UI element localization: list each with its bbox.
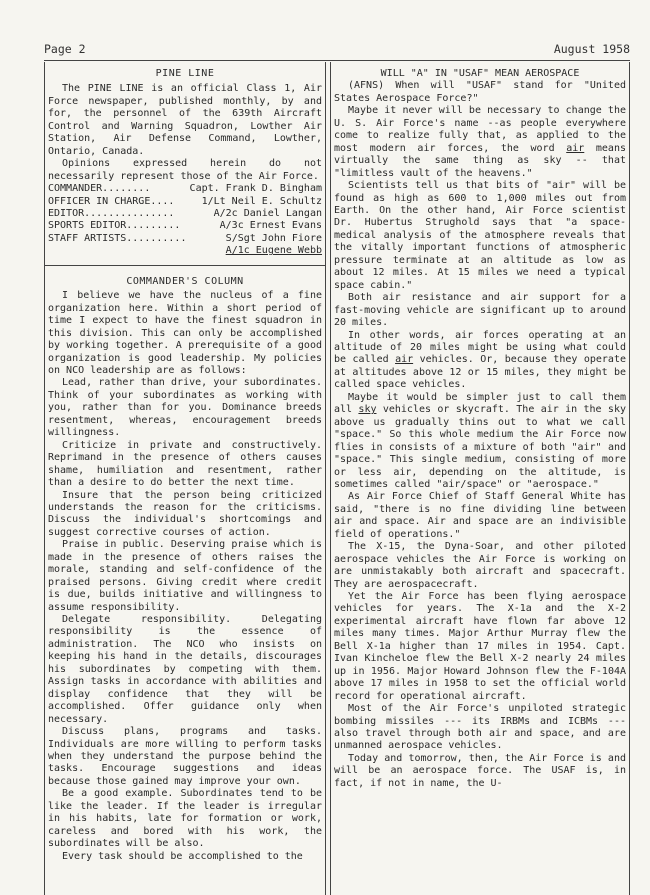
- article-paragraph: As Air Force Chief of Staff General White has said, "there is no fine dividing line between air and space. Air and space are an indivisible field of operations.": [334, 491, 626, 540]
- text-run: Maybe it never will be necessary to change the U. S. Air Force's name --as people everywhere come to realize fully that, as applied to the most modern air forces, the word: [334, 105, 626, 154]
- staff-row: [48, 233, 322, 245]
- column-paragraph: Lead, rather than drive, your subordinates. Think of your subordinates as working with you, rather than for you. Dominance breeds resentment, whereas, encouragement breeds willingness.: [48, 377, 322, 439]
- masthead-title: PINE LINE: [155, 68, 215, 79]
- text-run: In other words, air forces operating at an altitude of 20 miles might be using what could be called: [334, 329, 626, 366]
- staff-name: A/2c Daniel Langan: [213, 207, 322, 219]
- text-run: vehicles. Or, because they operate at altitudes above 12 or 15 miles, they might be called space vehicles.: [334, 354, 626, 391]
- masthead-intro: The PINE LINE is an official Class 1, Air Force newspaper, published monthly, by and for, the personnel of the 639th Aircraft Control and Warning Squadron, Lowther Air Station, Air Defense Command, Lowther, Ontario, Canada.: [48, 83, 322, 157]
- underlined-word: sky: [358, 404, 377, 416]
- staff-name: A/3c Ernest Evans: [219, 220, 322, 232]
- right-column: [330, 62, 630, 895]
- underlined-word: air: [395, 354, 414, 366]
- article-paragraph: The X-15, the Dyna-Soar, and other piloted aerospace vehicles the Air Force is working on are unmistakably both aircraft and spacecraft. They are aerospacecraft.: [334, 541, 626, 590]
- column-paragraph: Be a good example. Subordinates tend to be like the leader. If the leader is irregular in his habits, late for formation or work, careless and bored with his work, the subordinates will be also.: [48, 788, 322, 850]
- staff-name: 1/Lt Neil E. Schultz: [201, 195, 322, 207]
- staff-role: SPORTS EDITOR.........: [48, 220, 181, 232]
- column-paragraph: Delegate responsibility. Delegating responsibility is the essence of administration. The NCO who insists on keeping his hand in the details, discourages his subordinates by competing with them. Assign tasks in accordance with abilities and display confidence that they will be accomplished. Offer guidance only when necessary.: [48, 614, 322, 725]
- left-column: [44, 62, 326, 895]
- staff-row: [48, 183, 322, 195]
- article-title: WILL "A" IN "USAF" MEAN AEROSPACE: [380, 68, 580, 79]
- staff-role: STAFF ARTISTS..........: [48, 232, 187, 244]
- staff-row: [48, 208, 322, 220]
- article-paragraph: Most of the Air Force's unpiloted strategic bombing missiles --- its IRBMs and ICBMs --- also travel through both air and space, and are unmanned aerospace vehicles.: [334, 703, 626, 752]
- article-paragraph: Today and tomorrow, then, the Air Force is and will be an aerospace force. The USAF is, in fact, if not in name, the U-: [334, 752, 626, 789]
- article-paragraph: [334, 105, 626, 180]
- text-run: means virtually the same thing as sky -- that "limitless vault of the heavens.": [334, 142, 626, 179]
- article-paragraph: Both air resistance and air support for a fast-moving vehicle are significant up to around 20 miles.: [334, 292, 626, 329]
- column-paragraph: Insure that the person being criticized understands the reason for the criticisms. Discuss the individual's shortcomings and suggest corrective courses of action.: [48, 489, 322, 538]
- column-title: COMMANDER'S COLUMN: [126, 275, 244, 287]
- column-paragraph: I believe we have the nucleus of a fine organization here. Within a short period of time I expect to have the finest squadron in this division. This can only be accomplished by working together. A prerequisite of a good organization is good leadership. My policies on NCO leadership are as follows:: [48, 290, 322, 376]
- staff-role: COMMANDER........: [48, 183, 151, 195]
- staff-name: Capt. Frank D. Bingham: [189, 183, 322, 195]
- column-paragraph: Criticize in private and constructively. Reprimand in the presence of others causes shame, humiliation and resentment, rather than a desire to do better the next time.: [48, 439, 322, 489]
- staff-role: OFFICER IN CHARGE....: [48, 195, 175, 207]
- staff-name-extra: A/1c Eugene Webb: [225, 245, 322, 257]
- staff-role: EDITOR...............: [48, 207, 175, 219]
- article-paragraph: Yet the Air Force has been flying aerospace vehicles for years. The X-1a and the X-2 experimental aircraft have flown far above 12 miles many times. Major Arthur Murray flew the Bell X-1a higher than 17 miles in 1954. Capt. Ivan Kincheloe flew the Bell X-2 nearly 24 miles up in 1956. Major Howard Johnson flew the F-104A above 17 miles in 1958 to set the official world record for operational aircraft.: [334, 591, 626, 702]
- text-run: Maybe it would be simpler just to call them all: [334, 391, 626, 416]
- column-paragraph: Discuss plans, programs and tasks. Individuals are more willing to perform tasks when they understand the purpose behind the tasks. Encourage suggestions and ideas because those gained may improve your own.: [48, 726, 322, 787]
- article-paragraph: [334, 392, 626, 492]
- issue-date: August 1958: [553, 42, 630, 56]
- top-rule: [44, 60, 630, 61]
- column-paragraph: Praise in public. Deserving praise which is made in the presence of others raises the morale, standing and self-confidence of the praised persons. Giving credit where credit is due, builds initiative and willingness to assume responsibility.: [48, 539, 322, 613]
- text-run: vehicles or skycraft. The air in the sky above us gradually thins out to what we call "space." So this whole medium the Air Force now flies in consists of a mixture of both "air" and "space." This single medium, consisting of more or less air, depending on the altitude, is sometimes called "air/space" or "aerospace.": [334, 404, 626, 490]
- opinions-disclaimer: Opinions expressed herein do not necessarily represent those of the Air Force.: [48, 158, 322, 182]
- staff-row: [48, 220, 322, 232]
- article-paragraph: (AFNS) When will "USAF" stand for "United States Aerospace Force?": [334, 80, 626, 104]
- article-paragraph: Scientists tell us that bits of "air" will be found as high as 600 to 1,000 miles out from Earth. On the other hand, Air Force scientist Dr. Hubertus Strughold says that "a space-medical analysis of the atmosphere reveals that the vitally important functions of atmospheric pressure terminate at an altitude as low as about 12 miles. At 15 miles we need a typical space cabin.": [334, 180, 626, 291]
- section-divider: [45, 265, 325, 266]
- page-header: [44, 42, 630, 58]
- staff-name: S/Sgt John Fiore: [225, 232, 322, 244]
- article-paragraph: [334, 330, 626, 392]
- staff-row: [48, 196, 322, 208]
- page-number: Page 2: [44, 42, 86, 56]
- staff-list: [48, 183, 322, 258]
- underlined-word: air: [566, 142, 585, 154]
- column-paragraph: Every task should be accomplished to the: [62, 850, 303, 862]
